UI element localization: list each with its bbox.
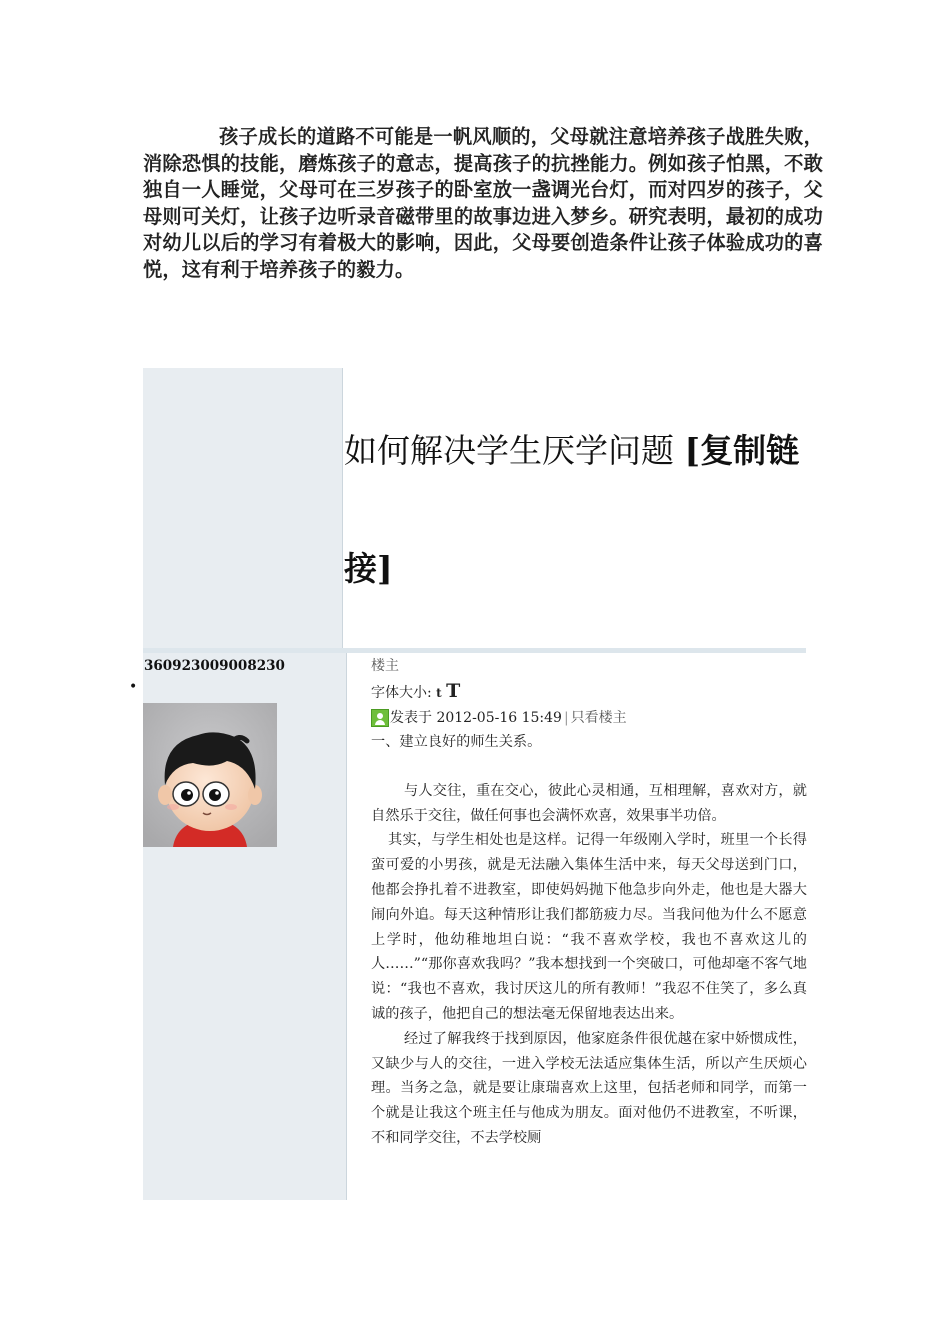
thread-title-text: 如何解决学生厌学问题 bbox=[344, 431, 674, 470]
author-id[interactable]: 360923009008230 bbox=[144, 658, 285, 674]
post-meta bbox=[371, 706, 807, 730]
font-size-label: 字体大小: bbox=[371, 685, 432, 701]
meta-separator: | bbox=[563, 710, 569, 726]
avatar[interactable] bbox=[143, 703, 277, 847]
intro-paragraph: 孩子成长的道路不可能是一帆风顺的，父母就注意培养孩子战胜失败，消除恐惧的技能，磨炼孩子的意志，提高孩子的抗挫能力。例如孩子怕黑，不敢独自一人睡觉，父母可在三岁孩子的卧室放一盏调光台灯，而对四岁的孩子，父母则可关灯，让孩子边听录音磁带里的故事边进入梦乡。研究表明，最初的成功对幼儿以后的学习有着极大的影响，因此，父母要创造条件让孩子体验成功的喜悦，这有利于培养孩子的毅力。 bbox=[143, 125, 823, 281]
thread-title bbox=[344, 392, 824, 628]
floor-label: 楼主 bbox=[371, 658, 399, 674]
post-paragraph: 其实，与学生相处也是这样。记得一年级刚入学时，班里一个长得蛮可爱的小男孩，就是无法融入集体生活中来，每天父母送到门口，他都会挣扎着不进教室，即使妈妈抛下他急步向外走，他也是大器大闹向外追。每天这种情形让我们都筋疲力尽。当我问他为什么不愿意上学时，他幼稚地坦白说：“我不喜欢学校，我也不喜欢这儿的人……”“那你喜欢我吗？”我本想找到一个突破口，可他却毫不客气地说：“我也不喜欢，我讨厌这儿的所有教师！”我忍不住笑了，多么真诚的孩子，他把自己的想法毫无保留地表达出来。 bbox=[371, 832, 807, 1022]
post-paragraph: 与人交往，重在交心，彼此心灵相通，互相理解，喜欢对方，就自然乐于交往，做任何事也会满怀欢喜，效果事半功倍。 bbox=[371, 782, 807, 824]
font-big-button[interactable]: T bbox=[446, 680, 461, 702]
copy-link[interactable]: [复制链接] bbox=[344, 431, 800, 588]
font-size-control bbox=[371, 678, 807, 706]
only-author-link[interactable]: 只看楼主 bbox=[570, 710, 627, 726]
post-paragraph: 经过了解我终于找到原因，他家庭条件很优越在家中娇惯成性，又缺少与人的交往，一进入学校无法适应集体生活，所以产生厌烦心理。当务之急，就是要让康瑞喜欢上这里，包括老师和同学，而第一个就是让我这个班主任与他成为朋友。面对他仍不进教室，不听课，不和同学交往，不去学校厕 bbox=[371, 1030, 807, 1146]
post-body bbox=[371, 654, 807, 1151]
post-content bbox=[371, 730, 807, 1151]
author-column-header bbox=[143, 368, 343, 650]
avatar-cartoon-boy-icon bbox=[143, 703, 277, 847]
font-small-button[interactable]: t bbox=[436, 686, 442, 700]
list-bullet: • bbox=[129, 679, 138, 695]
post-timestamp: 发表于 2012-05-16 15:49 bbox=[390, 710, 562, 726]
user-online-icon bbox=[371, 709, 389, 727]
post-paragraph: 一、建立良好的师生关系。 bbox=[371, 734, 542, 750]
